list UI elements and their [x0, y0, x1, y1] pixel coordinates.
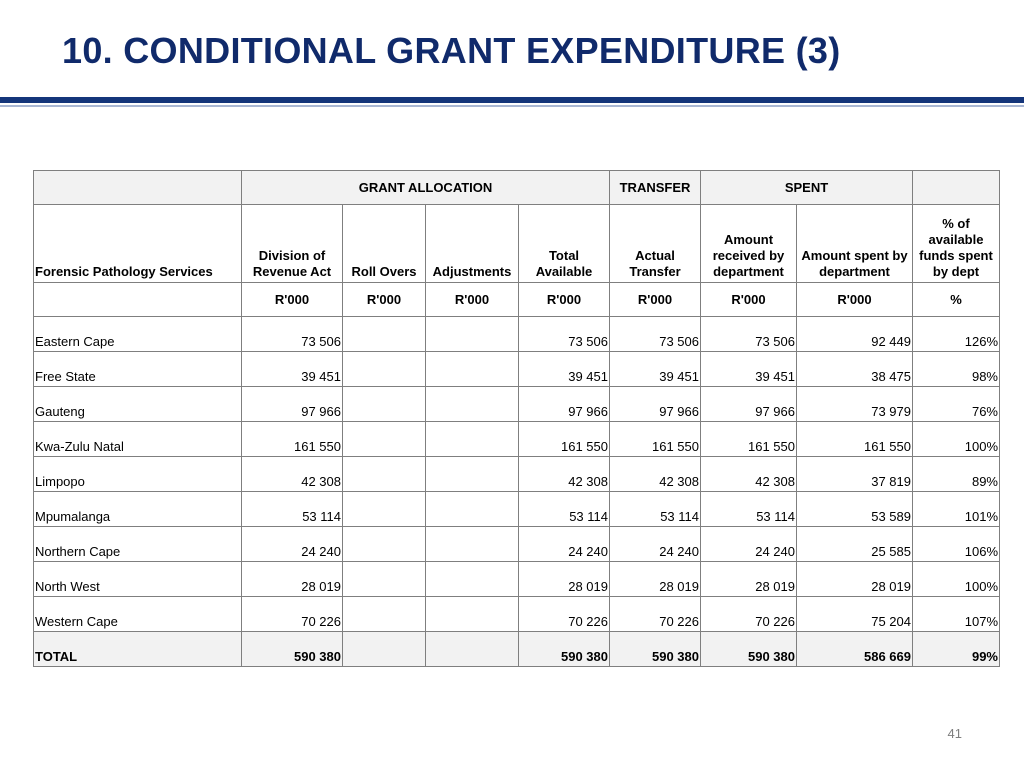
value-cell: [426, 632, 519, 667]
table-row: [34, 597, 1000, 632]
value-cell: 39 451: [701, 352, 797, 387]
column-header: Division of Revenue Act: [242, 205, 343, 283]
value-cell: [426, 352, 519, 387]
value-cell: 99%: [913, 632, 1000, 667]
value-cell: 97 966: [242, 387, 343, 422]
column-header: % of available funds spent by dept: [913, 205, 1000, 283]
grant-expenditure-table: [33, 170, 1000, 667]
value-cell: [426, 527, 519, 562]
title-divider-shadow: [0, 105, 1024, 107]
value-cell: 28 019: [701, 562, 797, 597]
value-cell: 590 380: [701, 632, 797, 667]
value-cell: 53 114: [610, 492, 701, 527]
province-name: Northern Cape: [34, 527, 242, 562]
value-cell: 25 585: [797, 527, 913, 562]
table-row: [34, 422, 1000, 457]
province-name: Mpumalanga: [34, 492, 242, 527]
unit-cell: R'000: [426, 283, 519, 317]
unit-cell: R'000: [242, 283, 343, 317]
value-cell: 39 451: [610, 352, 701, 387]
column-header: Adjustments: [426, 205, 519, 283]
column-header: Total Available: [519, 205, 610, 283]
value-cell: 53 589: [797, 492, 913, 527]
value-cell: [343, 317, 426, 352]
column-header: Amount spent by department: [797, 205, 913, 283]
group-header-row: [34, 171, 1000, 205]
unit-cell: R'000: [797, 283, 913, 317]
value-cell: 73 506: [519, 317, 610, 352]
group-header-blank: [913, 171, 1000, 205]
value-cell: [343, 352, 426, 387]
table-row: [34, 527, 1000, 562]
value-cell: [343, 527, 426, 562]
value-cell: 161 550: [797, 422, 913, 457]
value-cell: [426, 457, 519, 492]
page-title: 10. CONDITIONAL GRANT EXPENDITURE (3): [62, 30, 841, 71]
value-cell: 42 308: [242, 457, 343, 492]
value-cell: 126%: [913, 317, 1000, 352]
value-cell: [343, 562, 426, 597]
value-cell: 39 451: [242, 352, 343, 387]
value-cell: 97 966: [701, 387, 797, 422]
group-header-spent: SPENT: [701, 171, 913, 205]
value-cell: 590 380: [519, 632, 610, 667]
column-header: Actual Transfer: [610, 205, 701, 283]
value-cell: 586 669: [797, 632, 913, 667]
province-name: Eastern Cape: [34, 317, 242, 352]
value-cell: [426, 492, 519, 527]
value-cell: [426, 562, 519, 597]
value-cell: 24 240: [242, 527, 343, 562]
value-cell: 97 966: [610, 387, 701, 422]
value-cell: 101%: [913, 492, 1000, 527]
value-cell: 24 240: [701, 527, 797, 562]
value-cell: [343, 387, 426, 422]
column-header: Forensic Pathology Services: [34, 205, 242, 283]
value-cell: 70 226: [701, 597, 797, 632]
value-cell: 73 506: [242, 317, 343, 352]
value-cell: [426, 387, 519, 422]
column-header: Roll Overs: [343, 205, 426, 283]
value-cell: 75 204: [797, 597, 913, 632]
value-cell: 42 308: [519, 457, 610, 492]
group-header-grant-allocation: GRANT ALLOCATION: [242, 171, 610, 205]
value-cell: [343, 457, 426, 492]
value-cell: 161 550: [519, 422, 610, 457]
value-cell: 53 114: [242, 492, 343, 527]
column-header-row: [34, 205, 1000, 283]
value-cell: 107%: [913, 597, 1000, 632]
value-cell: [426, 597, 519, 632]
value-cell: 24 240: [519, 527, 610, 562]
value-cell: 24 240: [610, 527, 701, 562]
province-name: TOTAL: [34, 632, 242, 667]
value-cell: 100%: [913, 422, 1000, 457]
value-cell: 590 380: [610, 632, 701, 667]
value-cell: 28 019: [519, 562, 610, 597]
value-cell: 73 506: [610, 317, 701, 352]
value-cell: 100%: [913, 562, 1000, 597]
value-cell: 106%: [913, 527, 1000, 562]
value-cell: 42 308: [701, 457, 797, 492]
value-cell: 590 380: [242, 632, 343, 667]
unit-cell: [34, 283, 242, 317]
unit-cell: R'000: [519, 283, 610, 317]
province-name: Kwa-Zulu Natal: [34, 422, 242, 457]
value-cell: [343, 597, 426, 632]
unit-cell: %: [913, 283, 1000, 317]
value-cell: [343, 492, 426, 527]
value-cell: 73 979: [797, 387, 913, 422]
value-cell: 92 449: [797, 317, 913, 352]
province-name: Free State: [34, 352, 242, 387]
value-cell: 73 506: [701, 317, 797, 352]
value-cell: 37 819: [797, 457, 913, 492]
value-cell: 97 966: [519, 387, 610, 422]
value-cell: 42 308: [610, 457, 701, 492]
value-cell: [426, 317, 519, 352]
group-header-blank: [34, 171, 242, 205]
unit-cell: R'000: [701, 283, 797, 317]
value-cell: 161 550: [701, 422, 797, 457]
value-cell: 28 019: [610, 562, 701, 597]
table-row: [34, 457, 1000, 492]
table-row: [34, 387, 1000, 422]
value-cell: 89%: [913, 457, 1000, 492]
province-name: Limpopo: [34, 457, 242, 492]
column-header: Amount received by department: [701, 205, 797, 283]
title-divider: [0, 97, 1024, 103]
value-cell: 28 019: [797, 562, 913, 597]
group-header-transfer: TRANSFER: [610, 171, 701, 205]
table-row: [34, 352, 1000, 387]
value-cell: 76%: [913, 387, 1000, 422]
table-row: [34, 562, 1000, 597]
value-cell: 161 550: [242, 422, 343, 457]
page-number: 41: [947, 726, 962, 741]
value-cell: 39 451: [519, 352, 610, 387]
province-name: North West: [34, 562, 242, 597]
unit-cell: R'000: [610, 283, 701, 317]
value-cell: 53 114: [519, 492, 610, 527]
value-cell: 53 114: [701, 492, 797, 527]
value-cell: [426, 422, 519, 457]
value-cell: 28 019: [242, 562, 343, 597]
value-cell: 98%: [913, 352, 1000, 387]
province-name: Gauteng: [34, 387, 242, 422]
value-cell: 38 475: [797, 352, 913, 387]
total-row: [34, 632, 1000, 667]
value-cell: 70 226: [610, 597, 701, 632]
value-cell: 70 226: [519, 597, 610, 632]
unit-cell: R'000: [343, 283, 426, 317]
value-cell: [343, 422, 426, 457]
value-cell: 161 550: [610, 422, 701, 457]
unit-row: [34, 283, 1000, 317]
table-row: [34, 317, 1000, 352]
value-cell: 70 226: [242, 597, 343, 632]
table-row: [34, 492, 1000, 527]
province-name: Western Cape: [34, 597, 242, 632]
value-cell: [343, 632, 426, 667]
